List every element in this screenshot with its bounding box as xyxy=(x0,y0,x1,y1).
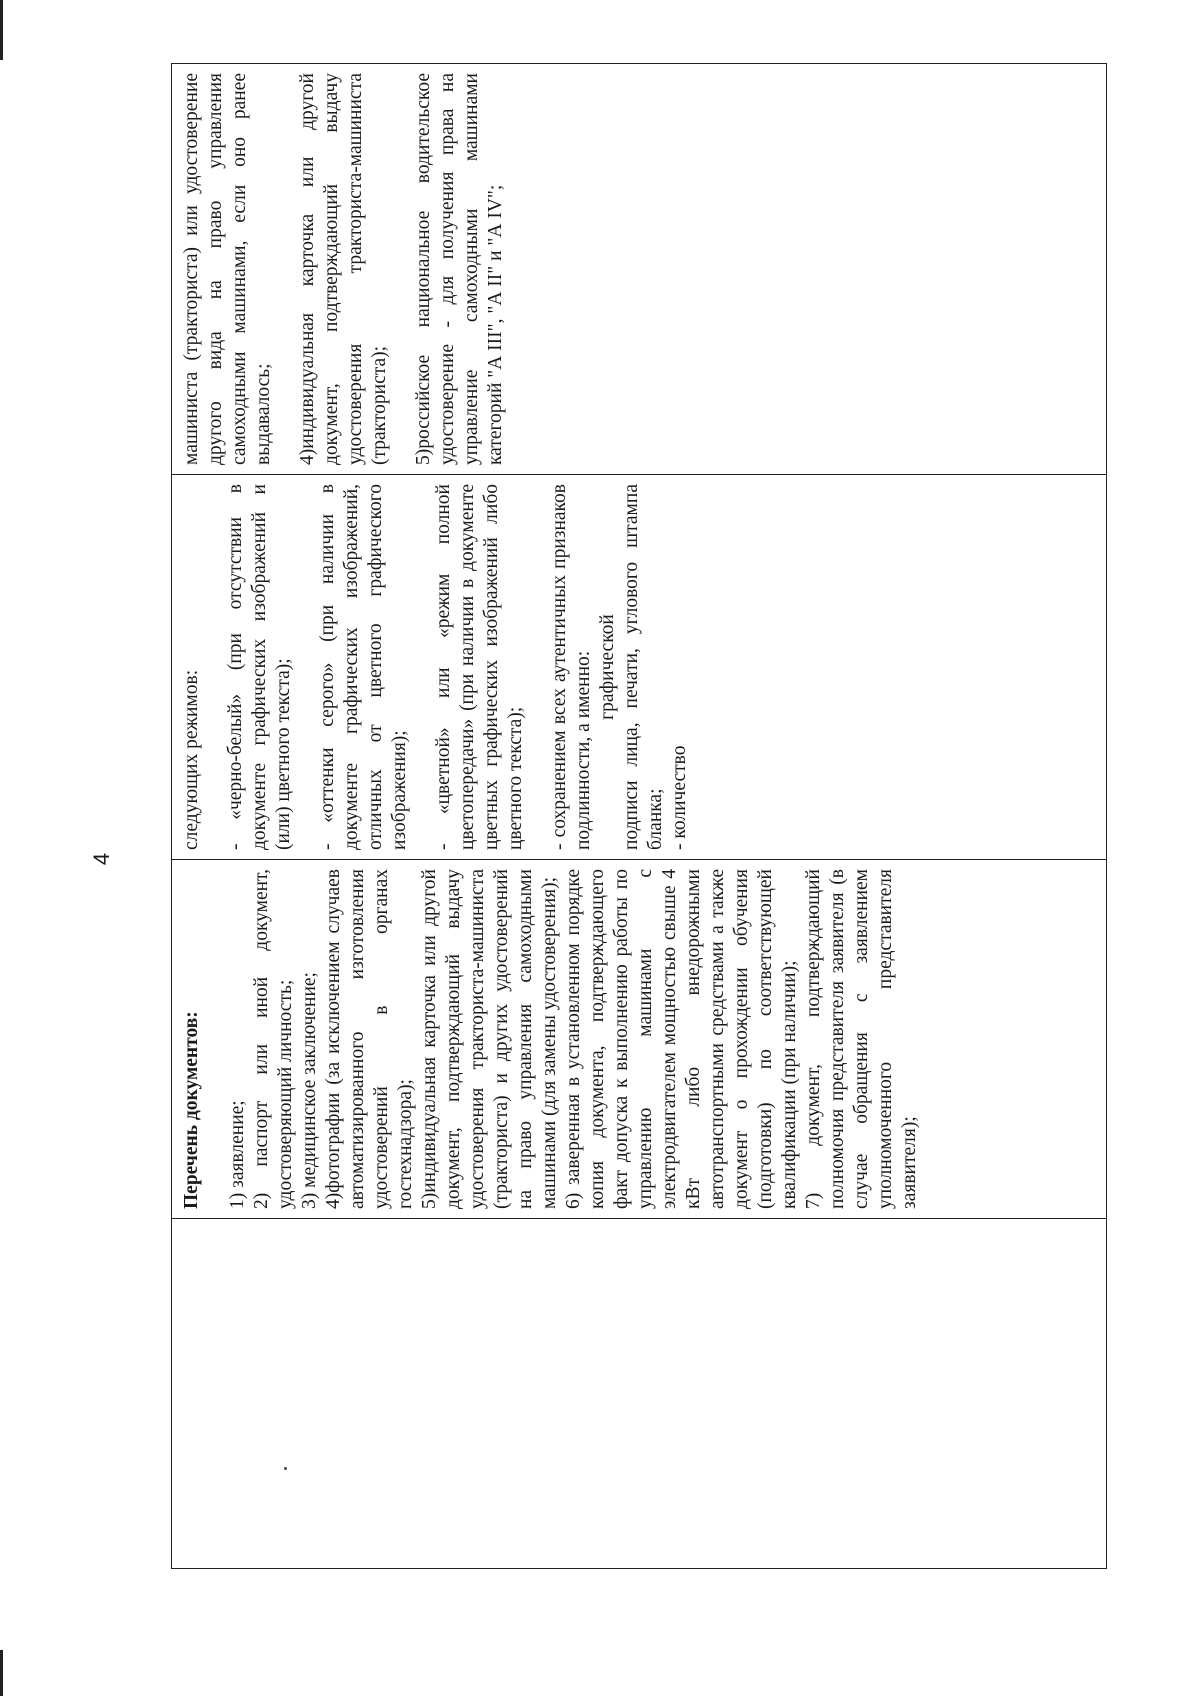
table-cell-document-list xyxy=(172,860,1107,1219)
list-item: 3) медицинское заключение; xyxy=(299,972,320,1209)
table-row xyxy=(172,64,1107,1569)
list-item: 5)российское национальное водительское удостоверение - для получения права на управление самоходными машинами категорий "А III", "А II" и "А IV"; xyxy=(413,73,506,465)
document-table xyxy=(171,63,1107,1569)
list-item: - «черно-белый» (при отсутствии в документе графических изображений и (или) цветного текста); xyxy=(225,484,294,850)
list-item: графической xyxy=(597,614,618,720)
list-item: - сохранением всех аутентичных признаков подлинности, а именно: xyxy=(549,484,594,850)
scan-modes-intro: следующих режимов: xyxy=(181,669,202,850)
table-cell-empty-left xyxy=(172,1219,1107,1569)
scan-margin-mark-top xyxy=(0,0,3,60)
scan-margin-mark-bottom xyxy=(0,1650,3,1696)
list-item: 2) паспорт или иной документ, удостоверяющий личность; xyxy=(251,869,296,1209)
list-item: 1) заявление; xyxy=(227,1100,248,1209)
list-item: 7) документ, подтверждающий полномочия представителя заявителя (в случае обращения с заявлением уполномоченного представителя заявителя); xyxy=(803,869,920,1209)
list-item: подписи лица, печати, углового штампа бланка; xyxy=(621,484,666,850)
list-item: - количество xyxy=(669,745,690,850)
list-item: машиниста (тракториста) или удостоверение другого вида на право управления самоходными машинами, если оно ранее выдавалось; xyxy=(181,73,274,465)
table-cell-scan-modes xyxy=(172,475,1107,860)
page-number: 4 xyxy=(89,852,114,866)
list-item: 4)фотографии (за исключением случаев автоматизированного изготовления удостоверений в органах гостехнадзора); xyxy=(323,869,416,1209)
list-item: - «цветной» или «режим полной цветопередачи» (при наличии в документе цветных графических изображений либо цветного текста); xyxy=(433,484,526,850)
list-item: 6) заверенная в установленном порядке копия документа, подтверждающего факт допуска к выполнению работы по управлению машинами с электродвигателем мощностью свыше 4 кВт либо внедорожными автотранспортными средствами а также документ о прохождении обучения (подготовки) по соответствующей квалификации (при наличии); xyxy=(563,869,800,1209)
rotated-page-content xyxy=(171,64,1107,1569)
table-cell-additional-documents xyxy=(172,64,1107,475)
list-item: 5)индивидуальная карточка или другой документ, подтверждающий выдачу удостоверения тракториста-машиниста (тракториста) и других удостоверений на право управления самоходными машинами (для замены удостоверения); xyxy=(419,869,560,1209)
list-item: - «оттенки серого» (при наличии в документе графических изображений, отличных от цветного графического изображения); xyxy=(317,484,410,850)
scan-speck xyxy=(284,1467,287,1470)
document-list-title: Перечень документов: xyxy=(181,1011,202,1209)
list-item: 4)индивидуальная карточка или другой документ, подтверждающий выдачу удостоверения тракториста-машиниста (тракториста); xyxy=(297,73,390,465)
